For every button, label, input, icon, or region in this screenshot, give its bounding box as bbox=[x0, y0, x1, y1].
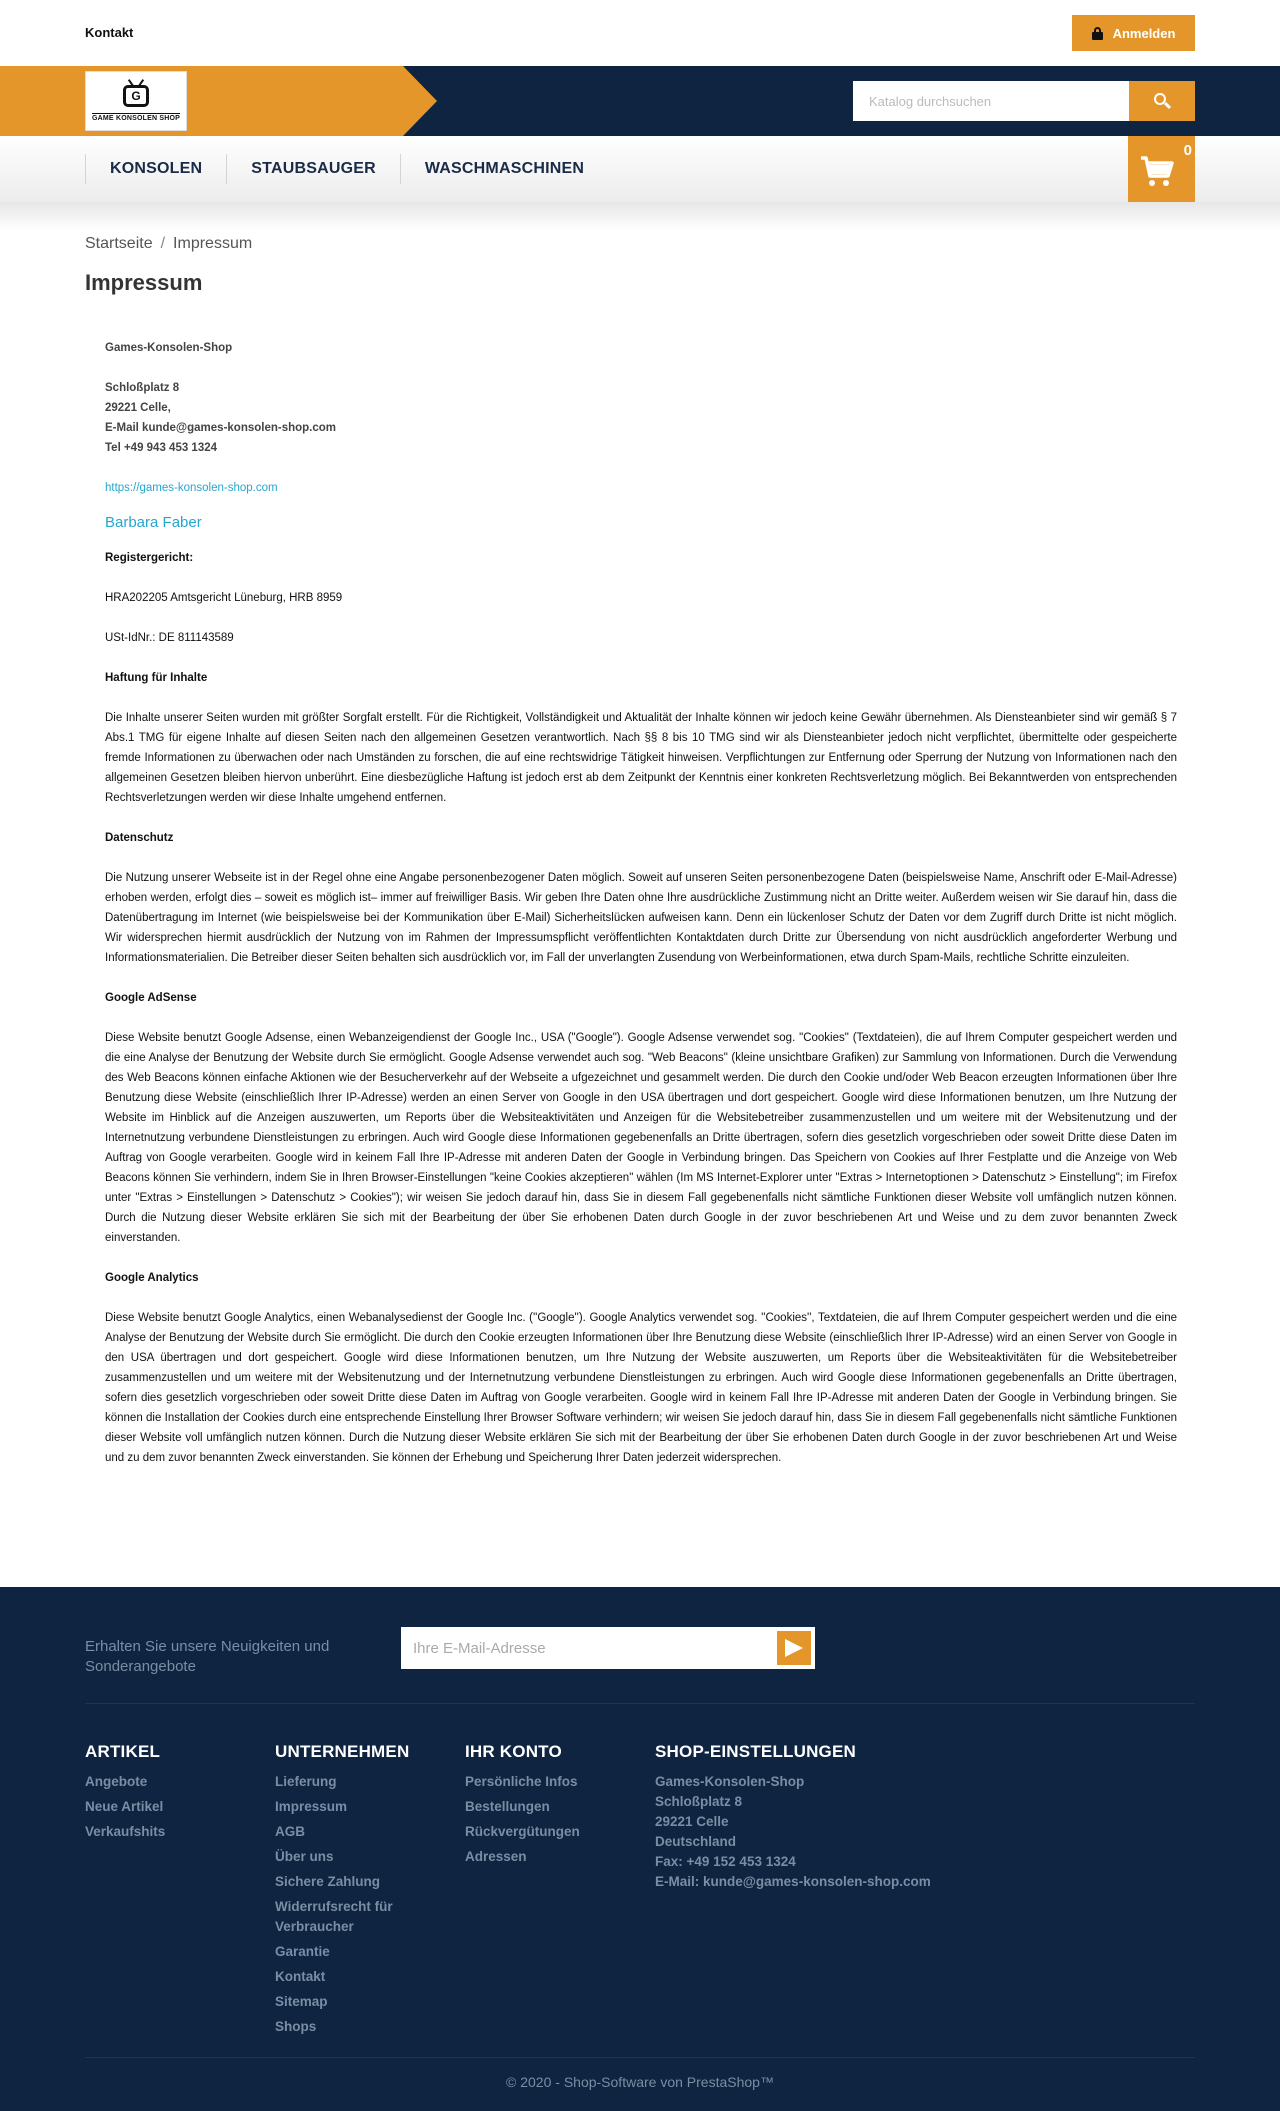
nav-shadow bbox=[0, 202, 1280, 230]
top-bar bbox=[0, 0, 1280, 66]
breadcrumb-home[interactable]: Startseite bbox=[85, 235, 153, 252]
contact-link[interactable]: Kontakt bbox=[85, 25, 134, 40]
footer-link-sitemap[interactable]: Sitemap bbox=[275, 1994, 328, 2009]
header bbox=[0, 66, 1280, 136]
footer-divider bbox=[85, 1703, 1195, 1704]
register-value: HRA202205 Amtsgericht Lüneburg, HRB 8959 bbox=[105, 592, 343, 604]
footer-link-ueber-uns[interactable]: Über uns bbox=[275, 1849, 334, 1864]
adsense-heading: Google AdSense bbox=[105, 992, 197, 1004]
vat-id: USt-IdNr.: DE 811143589 bbox=[105, 632, 234, 644]
cart-count: 0 bbox=[1183, 142, 1192, 159]
footer-heading-shop: SHOP-EINSTELLUNGEN bbox=[655, 1742, 857, 1761]
breadcrumb-separator: / bbox=[160, 235, 166, 252]
page-title: Impressum bbox=[85, 270, 203, 295]
footer-link-kontakt[interactable]: Kontakt bbox=[275, 1969, 326, 1984]
footer-link-adressen[interactable]: Adressen bbox=[465, 1849, 527, 1864]
address-tel: Tel +49 943 453 1324 bbox=[105, 442, 218, 454]
nav-item-waschmaschinen[interactable]: WASCHMASCHINEN bbox=[400, 154, 608, 184]
address-email: E-Mail kunde@games-konsolen-shop.com bbox=[105, 422, 337, 434]
shop-info-fax: Fax: +49 152 453 1324 bbox=[655, 1854, 796, 1869]
footer-link-angebote[interactable]: Angebote bbox=[85, 1774, 148, 1789]
footer-link-persoenliche-infos[interactable]: Persönliche Infos bbox=[465, 1774, 578, 1789]
address-city: 29221 Celle, bbox=[105, 402, 171, 414]
footer bbox=[0, 1587, 1280, 2111]
footer-column-unternehmen bbox=[275, 1742, 425, 2042]
privacy-heading: Datenschutz bbox=[105, 832, 174, 844]
footer-link-widerrufsrecht[interactable]: Widerrufsrecht für Verbraucher bbox=[275, 1899, 393, 1934]
footer-heading-unternehmen: UNTERNEHMEN bbox=[275, 1742, 410, 1761]
footer-divider-bottom bbox=[85, 2057, 1195, 2058]
company-name: Games-Konsolen-Shop bbox=[105, 342, 233, 354]
cart-icon bbox=[1140, 156, 1174, 188]
footer-link-bestellungen[interactable]: Bestellungen bbox=[465, 1799, 550, 1814]
adsense-text: Diese Website benutzt Google Adsense, einen Webanzeigendienst der Google Inc., USA ("Google"). Google Adsense verwendet sog. "Cookies" (Textdateien), die auf Ihrem Computer gespeichert werden und die eine Analyse der Benutzung der Website durch Sie ermöglicht. Google Adsense verwendet auch sog. "Web Beacons" (kleine unsichtbare Grafiken) zur Sammlung von Informationen. Durch die Verwendung des Web Beacons können einfache Aktionen wie der Besucherverkehr auf der Webseite a ufgezeichnet und gesammelt werden. Die durch den Cookie und/oder Web Beacon erzeugten Informationen über Ihre Benutzung diese Website (einschließlich Ihrer IP-Adresse) werden an einen Server von Google in den USA übertragen und dort gespeichert. Google wird diese Informationen benutzen, um Ihre Nutzung der Website im Hinblick auf die Anzeigen auszuwerten, um Reports über die Websiteaktivitäten und Anzeigen für die Websitebetreiber zusammenzustellen und um weitere mit der Websitenutzung und der Internetnutzung verbundene Dienstleistungen zu erbringen. Auch wird Google diese Informationen gegebenenfalls an Dritte übertragen, sofern dies gesetzlich vorgeschrieben oder soweit Dritte diese Daten im Auftrag von Google verarbeiten. Google wird in keinem Fall Ihre IP-Adresse mit anderen Daten der Google in Verbindung bringen. Das Speichern von Cookies auf Ihrer Festplatte und die Anzeige von Web Beacons können Sie verhindern, indem Sie in Ihren Browser-Einstellungen "keine Cookies akzeptieren" wählen (Im MS Internet-Explorer unter "Extras > Internetoptionen > Datenschutz > Einstellung"; im Firefox unter "Extras > Einstellungen > Datenschutz > Cookies"); wir weisen Sie jedoch darauf hin, dass Sie in diesem Fall gegebenenfalls nicht sämtliche Funktionen dieser Website voll umfänglich nutzen können. Durch die Nutzung dieser Website erklären Sie sich mit der Bearbeitung der über Sie erhobenen Daten durch Google in der zuvor beschriebenen Art und Weise und zu dem zuvor benannten Zweck einverstanden. bbox=[105, 1032, 1177, 1244]
footer-column-artikel bbox=[85, 1742, 165, 1847]
privacy-text: Die Nutzung unserer Webseite ist in der Regel ohne eine Angabe personenbezogener Daten möglich. Soweit auf unseren Seiten personenbezogene Daten (beispielsweise Name, Anschrift oder E-Mail-Adresse) erhoben werden, erfolgt dies – soweit es möglich ist– immer auf freiwilliger Basis. Wir geben Ihre Daten ohne Ihre ausdrückliche Zustimmung nicht an Dritte weiter. Außerdem weisen wir Sie darauf hin, dass die Datenübertragung im Internet (wie beispielsweise bei der Kommunikation über E-Mail) Sicherheitslücken aufweisen kann. Denn ein lückenloser Schutz der Daten vor dem Zugriff durch Dritte ist nicht möglich. Wir widersprechen hiermit ausdrücklich der Nutzung von im Rahmen der Impressumspflicht veröffentlichten Kontaktdaten durch Dritte zur Übersendung von nicht ausdrücklich angeforderter Werbung und Informationsmaterialien. Die Betreiber dieser Seiten behalten sich ausdrücklich vor, im Fall der unverlangten Zusendung von Werbeinformationen, etwa durch Spam-Mails, rechtliche Schritte einzuleiten. bbox=[105, 872, 1177, 964]
search-button[interactable] bbox=[1129, 81, 1195, 121]
newsletter-email-input[interactable] bbox=[401, 1627, 773, 1669]
register-heading: Registergericht: bbox=[105, 552, 194, 564]
liability-heading: Haftung für Inhalte bbox=[105, 672, 208, 684]
breadcrumb-current: Impressum bbox=[173, 235, 253, 252]
send-icon bbox=[785, 1639, 803, 1657]
shop-info-city: 29221 Celle bbox=[655, 1814, 729, 1829]
footer-link-rueckverguetungen[interactable]: Rückvergütungen bbox=[465, 1824, 580, 1839]
shop-logo[interactable] bbox=[85, 71, 187, 131]
header-arrow-decoration bbox=[0, 66, 437, 136]
shop-info-country: Deutschland bbox=[655, 1834, 737, 1849]
analytics-text: Diese Website benutzt Google Analytics, einen Webanalysedienst der Google Inc. (''Google''). Google Analytics verwendet sog. ''Cookies'', Textdateien, die auf Ihrem Computer gespeichert werden und die eine Analyse der Benutzung der Website durch Sie ermöglicht. Die durch den Cookie erzeugten Informationen über Ihre Benutzung diese Website (einschließlich Ihrer IP-Adresse) wird an einen Server von Google in den USA übertragen und dort gespeichert. Google wird diese Informationen benutzen, um Ihre Nutzung der Website auszuwerten, um Reports über die Websiteaktivitäten für die Websitebetreiber zusammenzustellen und um weitere mit der Websitenutzung und der Internetnutzung verbundene Dienstleistungen zu erbringen. Auch wird Google diese Informationen gegebenenfalls an Dritte übertragen, sofern dies gesetzlich vorgeschrieben oder soweit Dritte diese Daten im Auftrag von Google verarbeiten. Google wird in keinem Fall Ihre IP-Adresse mit anderen Daten der Google in Verbindung bringen. Sie können die Installation der Cookies durch eine entsprechende Einstellung Ihrer Browser Software verhindern; wir weisen Sie jedoch darauf hin, dass Sie in diesem Fall gegebenenfalls nicht sämtliche Funktionen dieser Website voll umfänglich nutzen können. Durch die Nutzung dieser Website erklären Sie sich mit der Bearbeitung der über Sie erhobenen Daten durch Google in der zuvor beschriebenen Art und Weise und zu dem zuvor benannten Zweck einverstanden. Sie können der Erhebung und Speicherung Ihrer Daten jederzeit widersprechen. bbox=[105, 1312, 1177, 1464]
main-nav bbox=[0, 136, 1280, 202]
breadcrumb bbox=[85, 235, 252, 253]
login-label: Anmelden bbox=[1112, 25, 1176, 41]
footer-link-verkaufshits[interactable]: Verkaufshits bbox=[85, 1824, 166, 1839]
cart-button[interactable] bbox=[1128, 136, 1195, 202]
footer-link-sichere-zahlung[interactable]: Sichere Zahlung bbox=[275, 1874, 381, 1889]
login-button[interactable] bbox=[1072, 15, 1195, 51]
footer-link-garantie[interactable]: Garantie bbox=[275, 1944, 330, 1959]
impressum-content bbox=[105, 338, 1177, 1468]
lock-icon bbox=[1092, 27, 1103, 40]
shop-info-email[interactable]: E-Mail: kunde@games-konsolen-shop.com bbox=[655, 1874, 931, 1889]
shop-info-name: Games-Konsolen-Shop bbox=[655, 1774, 805, 1789]
footer-link-lieferung[interactable]: Lieferung bbox=[275, 1774, 337, 1789]
search-input[interactable] bbox=[853, 81, 1129, 121]
newsletter-submit-button[interactable] bbox=[773, 1627, 815, 1669]
nav-item-konsolen[interactable]: KONSOLEN bbox=[85, 154, 226, 184]
footer-link-impressum[interactable]: Impressum bbox=[275, 1799, 348, 1814]
footer-link-shops[interactable]: Shops bbox=[275, 2019, 317, 2034]
liability-text: Die Inhalte unserer Seiten wurden mit größter Sorgfalt erstellt. Für die Richtigkeit, Vollständigkeit und Aktualität der Inhalte können wir jedoch keine Gewähr übernehmen. Als Diensteanbieter sind wir gemäß § 7 Abs.1 TMG für eigene Inhalte auf diesen Seiten nach den allgemeinen Gesetzen verantwortlich. Nach §§ 8 bis 10 TMG sind wir als Diensteanbieter jedoch nicht verpflichtet, übermittelte oder gespeicherte fremde Informationen zu überwachen oder nach Umständen zu forschen, die auf eine rechtswidrige Tätigkeit hinweisen. Verpflichtungen zur Entfernung oder Sperrung der Nutzung von Informationen nach den allgemeinen Gesetzen bleiben hiervon unberührt. Eine diesbezügliche Haftung ist jedoch erst ab dem Zeitpunkt der Kenntnis einer konkreten Rechtsverletzung möglich. Bei Bekanntwerden von entsprechenden Rechtsverletzungen werden wir diese Inhalte umgehend entfernen. bbox=[105, 712, 1177, 804]
footer-heading-artikel: ARTIKEL bbox=[85, 1742, 161, 1761]
shop-info-street: Schloßplatz 8 bbox=[655, 1794, 743, 1809]
footer-column-shop bbox=[655, 1742, 931, 1892]
person-name[interactable]: Barbara Faber bbox=[105, 514, 202, 531]
footer-heading-konto: IHR KONTO bbox=[465, 1742, 562, 1761]
tv-logo-icon: G bbox=[123, 85, 149, 107]
copyright[interactable]: © 2020 - Shop-Software von PrestaShop™ bbox=[506, 2074, 774, 2090]
footer-column-konto bbox=[465, 1742, 580, 1872]
search-icon bbox=[1154, 93, 1170, 109]
footer-link-agb[interactable]: AGB bbox=[275, 1824, 305, 1839]
footer-link-neue-artikel[interactable]: Neue Artikel bbox=[85, 1799, 164, 1814]
analytics-heading: Google Analytics bbox=[105, 1272, 199, 1284]
newsletter-text: Erhalten Sie unsere Neuigkeiten und Sonderangebote bbox=[85, 1638, 330, 1675]
address-street: Schloßplatz 8 bbox=[105, 382, 180, 394]
logo-text: GAME KONSOLEN SHOP bbox=[92, 114, 180, 122]
nav-item-staubsauger[interactable]: STAUBSAUGER bbox=[226, 154, 400, 184]
website-link[interactable]: https://games-konsolen-shop.com bbox=[105, 482, 278, 494]
